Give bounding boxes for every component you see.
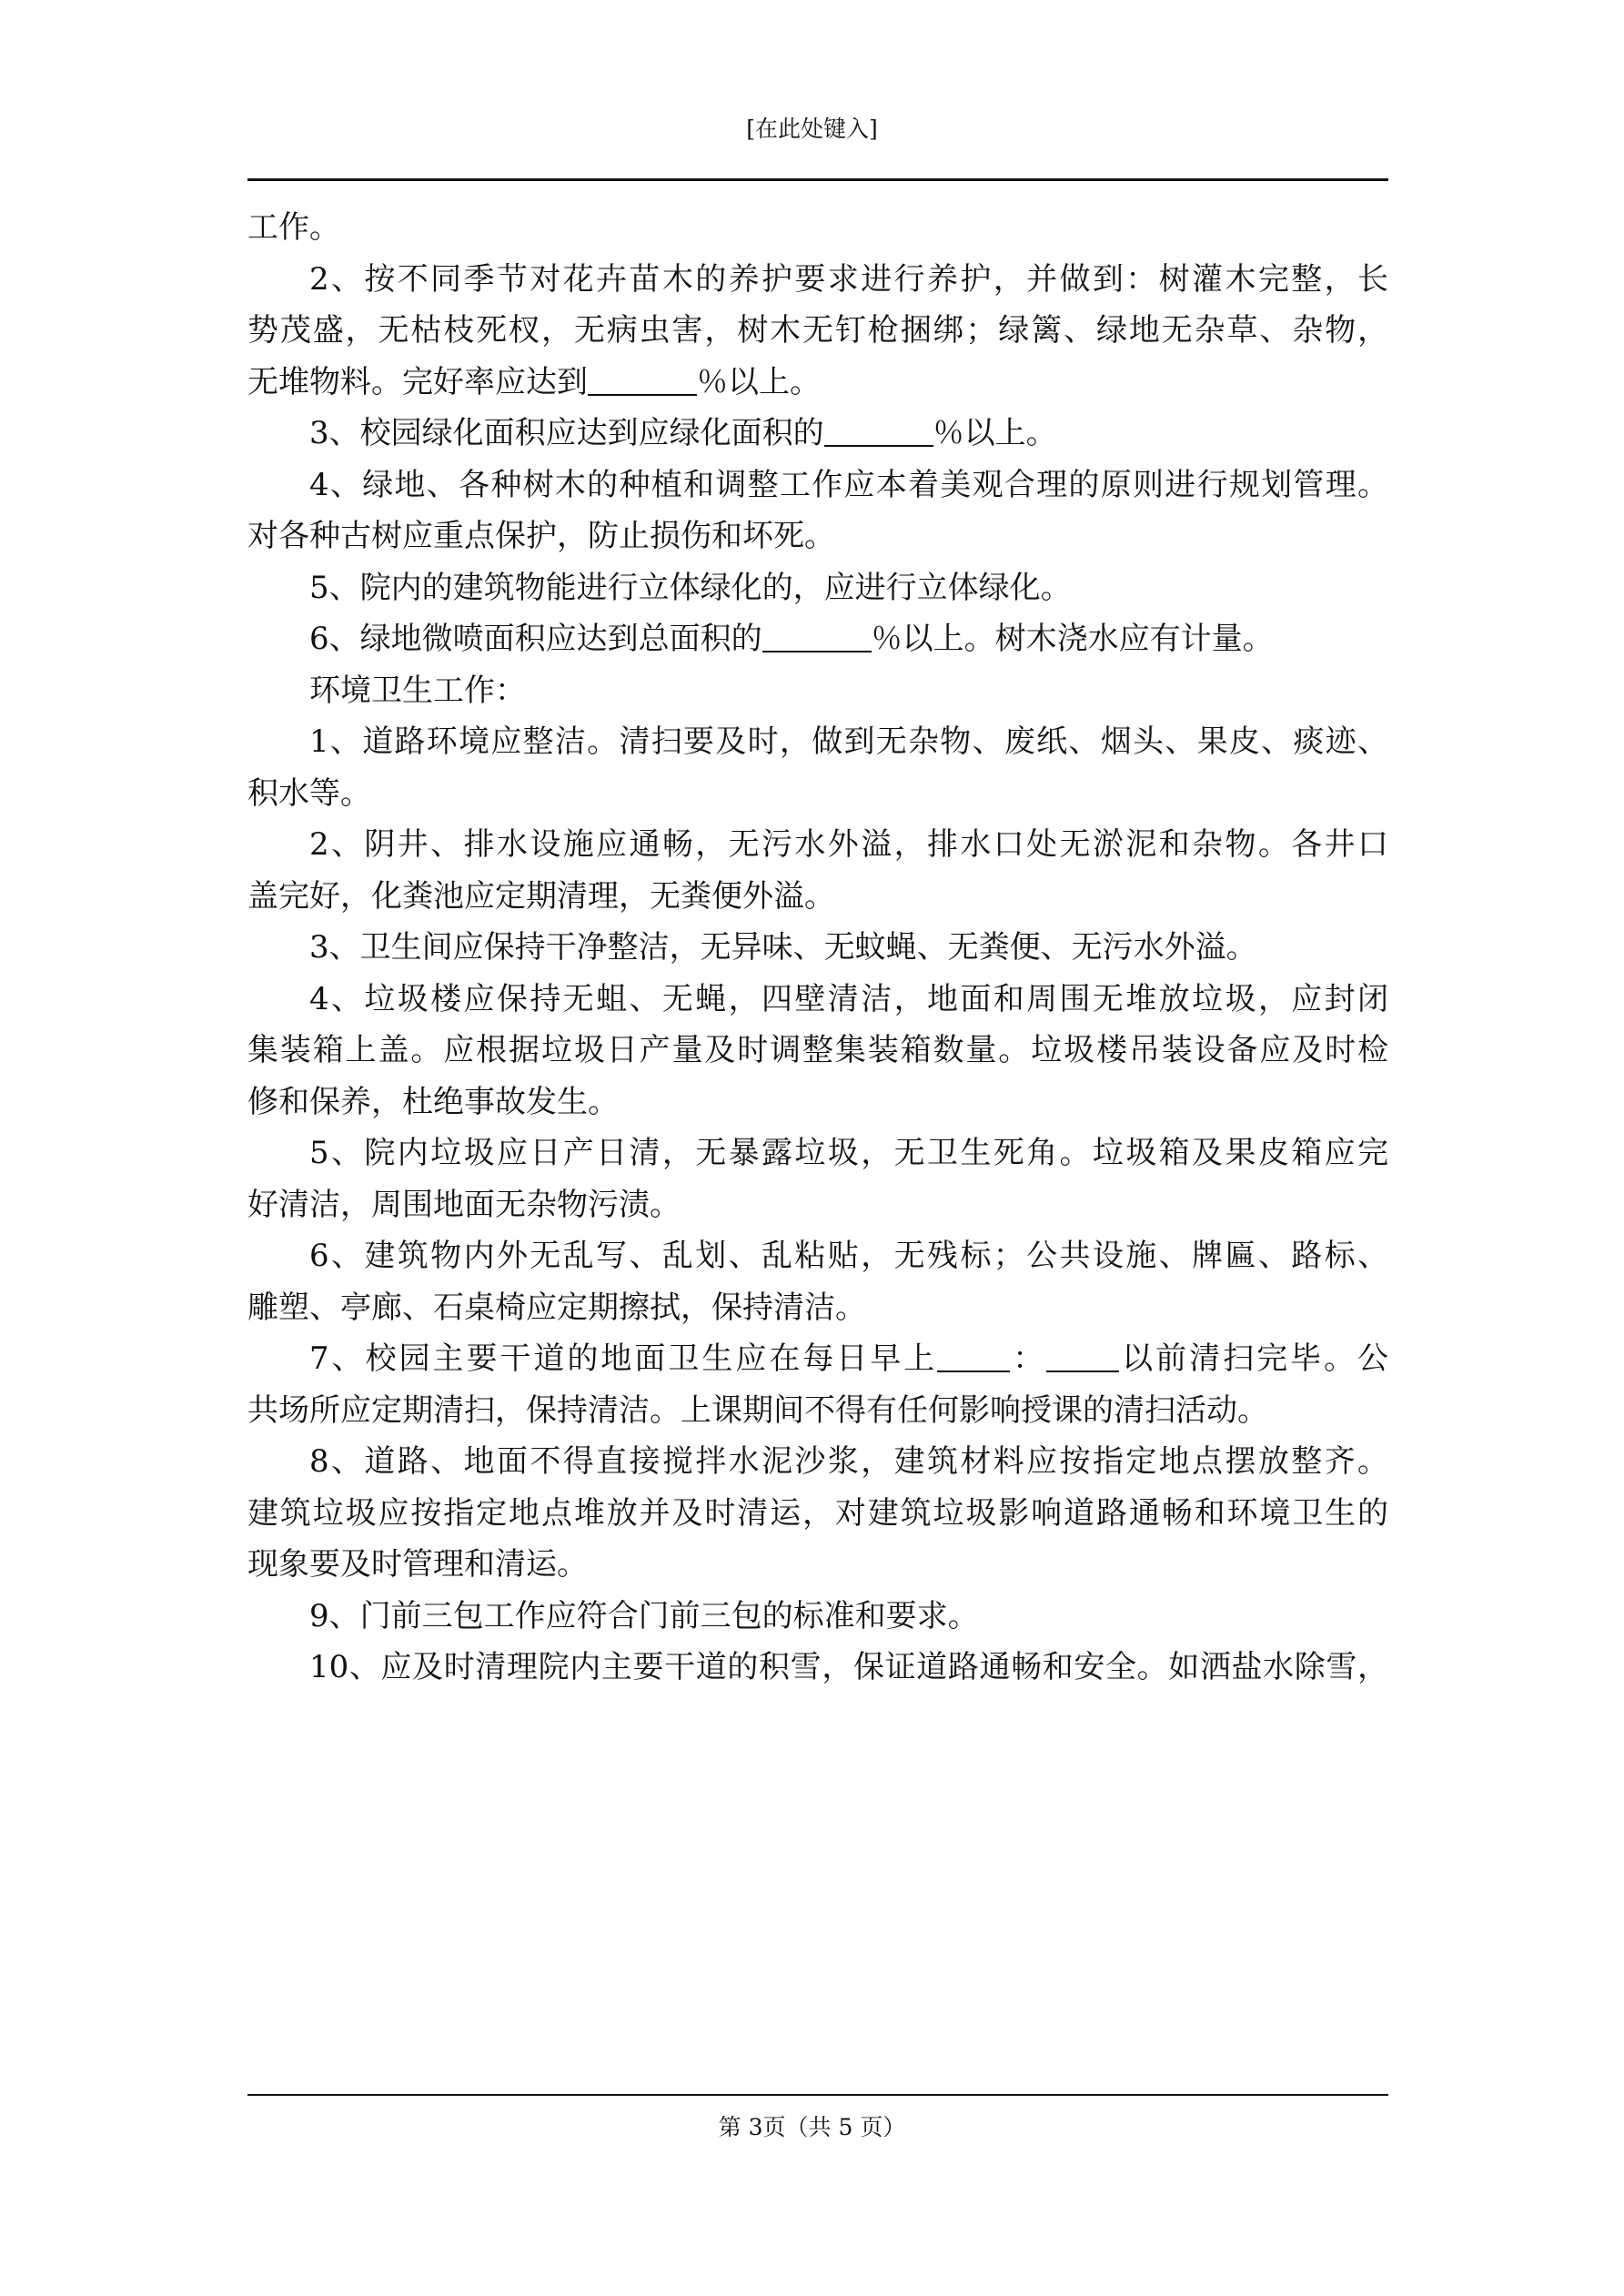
paragraph-sanitation-7 <box>247 1333 1388 1436</box>
text-line: 1、道路环境应整洁。清扫要及时，做到无杂物、废纸、烟头、果皮、痰迹、 <box>309 723 1388 760</box>
text-fragment: ： <box>1010 1340 1047 1377</box>
text-fragment: ％以上。 <box>697 363 821 400</box>
fill-in-blank[interactable] <box>762 618 872 652</box>
text-line: 现象要及时管理和清运。 <box>247 1546 588 1583</box>
text-line: 8、道路、地面不得直接搅拌水泥沙浆，建筑材料应按指定地点摆放整齐。 <box>309 1443 1388 1480</box>
text-line: 9、门前三包工作应符合门前三包的标准和要求。 <box>309 1597 979 1634</box>
text-line: 6、建筑物内外无乱写、乱划、乱粘贴，无残标；公共设施、牌匾、路标、 <box>309 1238 1388 1274</box>
page-header: [在此处键入] <box>746 116 878 142</box>
text-line: 2、按不同季节对花卉苗木的养护要求进行养护，并做到：树灌木完整，长 <box>309 260 1388 298</box>
document-body <box>247 202 1388 1694</box>
text-line: 2、阴井、排水设施应通畅，无污水外溢，排水口处无淤泥和杂物。各井口 <box>309 826 1388 863</box>
text-line <box>247 408 1388 460</box>
text-line: 集装箱上盖。应根据垃圾日产量及时调整集装箱数量。垃圾楼吊装设备应及时检 <box>247 1032 1388 1068</box>
text-line: 3、卫生间应保持干净整洁，无异味、无蚊蝇、无粪便、无污水外溢。 <box>309 929 1257 966</box>
paragraph-sanitation-2 <box>247 819 1388 922</box>
text-line: 5、院内垃圾应日产日清，无暴露垃圾，无卫生死角。垃圾箱及果皮箱应完 <box>309 1135 1388 1171</box>
text-fragment: 以前清扫完毕。公 <box>1119 1340 1389 1377</box>
fill-in-blank[interactable] <box>937 1338 1010 1372</box>
paragraph-sanitation-8 <box>247 1436 1388 1591</box>
text-line: 雕塑、亭廊、石桌椅应定期擦拭，保持清洁。 <box>247 1289 866 1326</box>
section-heading-sanitation <box>247 665 1388 717</box>
footer-divider <box>247 2094 1388 2096</box>
paragraph-sanitation-9 <box>247 1591 1388 1643</box>
text-line: 4、绿地、各种树木的种植和调整工作应本着美观合理的原则进行规划管理。 <box>309 466 1388 503</box>
paragraph-sanitation-1 <box>247 716 1388 819</box>
text-line: 10、应及时清理院内主要干道的积雪，保证道路通畅和安全。如洒盐水除雪， <box>309 1649 1388 1685</box>
text-fragment: 无堆物料。完好率应达到 <box>247 363 588 400</box>
paragraph-sanitation-6 <box>247 1230 1388 1333</box>
fill-in-blank[interactable] <box>824 412 933 447</box>
paragraph-sanitation-10 <box>247 1642 1388 1694</box>
fill-in-blank[interactable] <box>1046 1338 1119 1372</box>
text-line: 修和保养，杜绝事故发生。 <box>247 1083 619 1120</box>
paragraph-sanitation-3 <box>247 922 1388 974</box>
text-line <box>247 357 1388 409</box>
text-fragment: ％以上。树木浇水应有计量。 <box>871 621 1274 657</box>
text-line: 环境卫生工作： <box>309 672 526 709</box>
text-line: 好清洁，周围地面无杂物污渍。 <box>247 1186 681 1223</box>
page-footer: 第 3页（共 5 页） <box>718 2114 906 2140</box>
paragraph-greening-6 <box>247 613 1388 665</box>
paragraph-sanitation-4 <box>247 974 1388 1128</box>
text-line: 5、院内的建筑物能进行立体绿化的，应进行立体绿化。 <box>309 569 1072 606</box>
text-line: 4、垃圾楼应保持无蛆、无蝇，四壁清洁，地面和周围无堆放垃圾，应封闭 <box>309 980 1388 1017</box>
text-line: 工作。 <box>247 209 340 246</box>
text-line: 积水等。 <box>247 774 371 812</box>
paragraph-greening-5 <box>247 562 1388 614</box>
text-fragment: 3、校园绿化面积应达到应绿化面积的 <box>309 415 824 451</box>
text-fragment: 6、绿地微喷面积应达到总面积的 <box>309 621 762 657</box>
fill-in-blank[interactable] <box>588 361 697 396</box>
text-line: 盖完好，化粪池应定期清理，无粪便外溢。 <box>247 877 835 915</box>
text-line: 共场所应定期清扫，保持清洁。上课期间不得有任何影响授课的清扫活动。 <box>247 1391 1268 1429</box>
text-line: 对各种古树应重点保护，防止损伤和坏死。 <box>247 518 835 554</box>
paragraph-greening-4 <box>247 460 1388 562</box>
paragraph-greening-3 <box>247 408 1388 460</box>
paragraph-continuation <box>247 202 1388 254</box>
text-line: 建筑垃圾应按指定地点堆放并及时清运，对建筑垃圾影响道路通畅和环境卫生的 <box>247 1494 1388 1532</box>
text-line: 势茂盛，无枯枝死杈，无病虫害，树木无钉枪捆绑；绿篱、绿地无杂草、杂物， <box>247 312 1388 349</box>
paragraph-sanitation-5 <box>247 1128 1388 1230</box>
header-divider <box>247 178 1388 181</box>
text-line <box>247 613 1388 665</box>
text-line <box>247 1333 1388 1385</box>
paragraph-greening-2 <box>247 254 1388 409</box>
text-fragment: 7、校园主要干道的地面卫生应在每日早上 <box>309 1340 938 1377</box>
text-fragment: ％以上。 <box>933 415 1057 451</box>
